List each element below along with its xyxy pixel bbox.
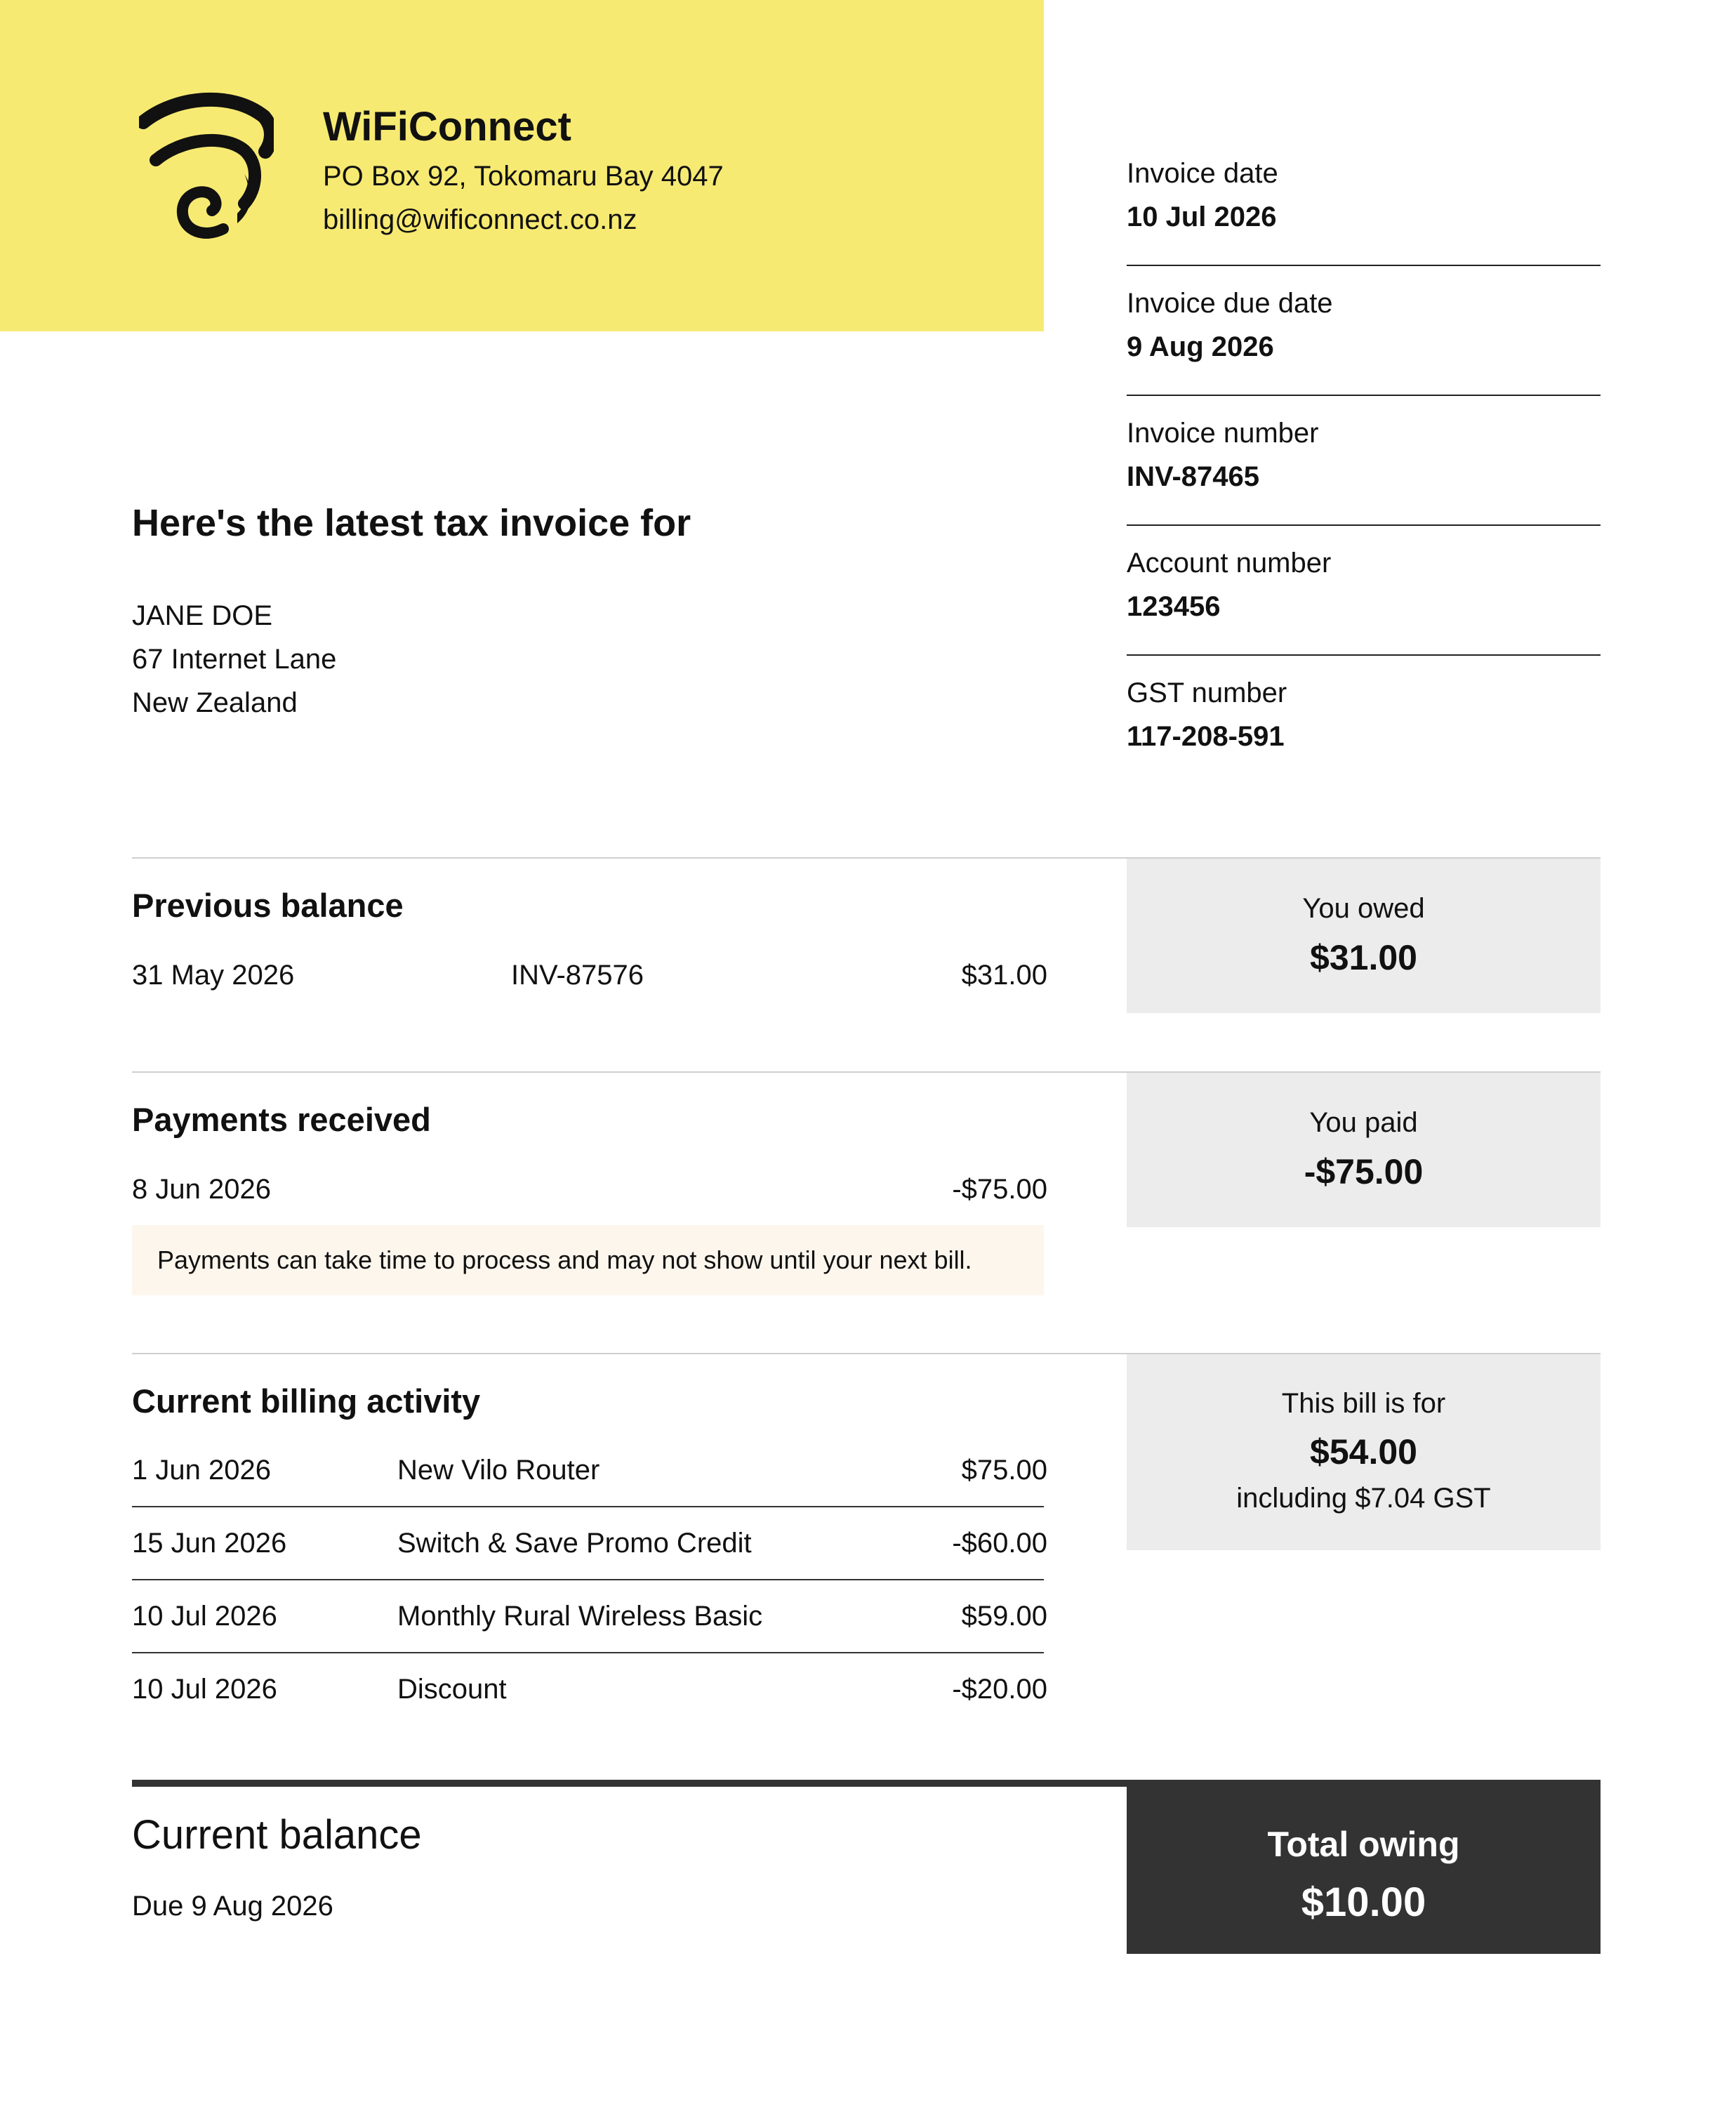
meta-invoice-date — [1127, 156, 1601, 286]
customer-country: New Zealand — [132, 687, 298, 718]
you-paid-label: You paid — [1309, 1107, 1418, 1138]
you-owed-box — [1127, 859, 1601, 1013]
payment-date: 8 Jun 2026 — [132, 1174, 271, 1205]
activity-date: 1 Jun 2026 — [132, 1455, 271, 1486]
meta-label: Invoice number — [1127, 418, 1319, 449]
meta-invoice-number — [1127, 416, 1601, 546]
meta-value: 9 Aug 2026 — [1127, 331, 1274, 362]
meta-due-date — [1127, 286, 1601, 416]
meta-value: 10 Jul 2026 — [1127, 201, 1277, 232]
activity-description: New Vilo Router — [397, 1455, 600, 1486]
payment-amount: -$75.00 — [952, 1174, 1047, 1205]
previous-balance-amount: $31.00 — [961, 960, 1047, 991]
meta-divider — [1127, 395, 1601, 396]
meta-value: 117-208-591 — [1127, 721, 1285, 752]
meta-divider — [1127, 654, 1601, 656]
previous-balance-invoice: INV-87576 — [511, 960, 644, 991]
total-owing-label: Total owing — [1267, 1825, 1460, 1864]
activity-row-divider — [132, 1506, 1044, 1507]
current-balance-title: Current balance — [132, 1812, 422, 1858]
meta-value: 123456 — [1127, 591, 1221, 622]
you-owed-label: You owed — [1302, 893, 1425, 924]
payment-note: Payments can take time to process and may not show until your next bill. — [157, 1245, 972, 1274]
activity-amount: -$20.00 — [952, 1674, 1047, 1705]
company-address: PO Box 92, Tokomaru Bay 4047 — [323, 161, 724, 192]
meta-label: GST number — [1127, 677, 1287, 708]
meta-divider — [1127, 265, 1601, 266]
company-name: WiFiConnect — [323, 104, 571, 150]
activity-date: 10 Jul 2026 — [132, 1601, 277, 1632]
payment-note-box — [132, 1225, 1044, 1295]
meta-label: Invoice date — [1127, 158, 1278, 189]
invoice-meta — [1127, 156, 1601, 805]
activity-description: Discount — [397, 1674, 507, 1705]
total-owing-value: $10.00 — [1301, 1879, 1426, 1925]
activity-date: 15 Jun 2026 — [132, 1528, 287, 1559]
customer-street: 67 Internet Lane — [132, 644, 337, 675]
total-owing-box — [1127, 1780, 1601, 1954]
meta-label: Account number — [1127, 548, 1332, 579]
bill-total-box — [1127, 1354, 1601, 1550]
previous-balance-date: 31 May 2026 — [132, 960, 295, 991]
meta-gst-number — [1127, 675, 1601, 805]
bill-for-label: This bill is for — [1281, 1388, 1446, 1419]
customer-name: JANE DOE — [132, 600, 273, 631]
activity-description: Monthly Rural Wireless Basic — [397, 1601, 763, 1632]
activity-title: Current billing activity — [132, 1382, 481, 1420]
previous-balance-title: Previous balance — [132, 887, 404, 924]
you-owed-value: $31.00 — [1310, 938, 1417, 977]
activity-amount: $59.00 — [961, 1601, 1047, 1632]
you-paid-box — [1127, 1073, 1601, 1227]
bill-for-value: $54.00 — [1310, 1432, 1417, 1472]
activity-row-divider — [132, 1652, 1044, 1653]
activity-date: 10 Jul 2026 — [132, 1674, 277, 1705]
company-email: billing@wificonnect.co.nz — [323, 204, 637, 235]
payments-title: Payments received — [132, 1101, 431, 1138]
activity-row-divider — [132, 1579, 1044, 1580]
you-paid-value: -$75.00 — [1304, 1152, 1424, 1191]
meta-account-number — [1127, 546, 1601, 675]
activity-amount: $75.00 — [961, 1455, 1047, 1486]
meta-label: Invoice due date — [1127, 288, 1333, 319]
meta-value: INV-87465 — [1127, 461, 1260, 492]
balance-due-date: Due 9 Aug 2026 — [132, 1891, 333, 1922]
invoice-intro: Here's the latest tax invoice for — [132, 502, 691, 544]
meta-divider — [1127, 524, 1601, 526]
gst-note: including $7.04 GST — [1236, 1483, 1491, 1514]
activity-amount: -$60.00 — [952, 1528, 1047, 1559]
activity-description: Switch & Save Promo Credit — [397, 1528, 752, 1559]
wifi-logo-icon — [139, 90, 274, 240]
